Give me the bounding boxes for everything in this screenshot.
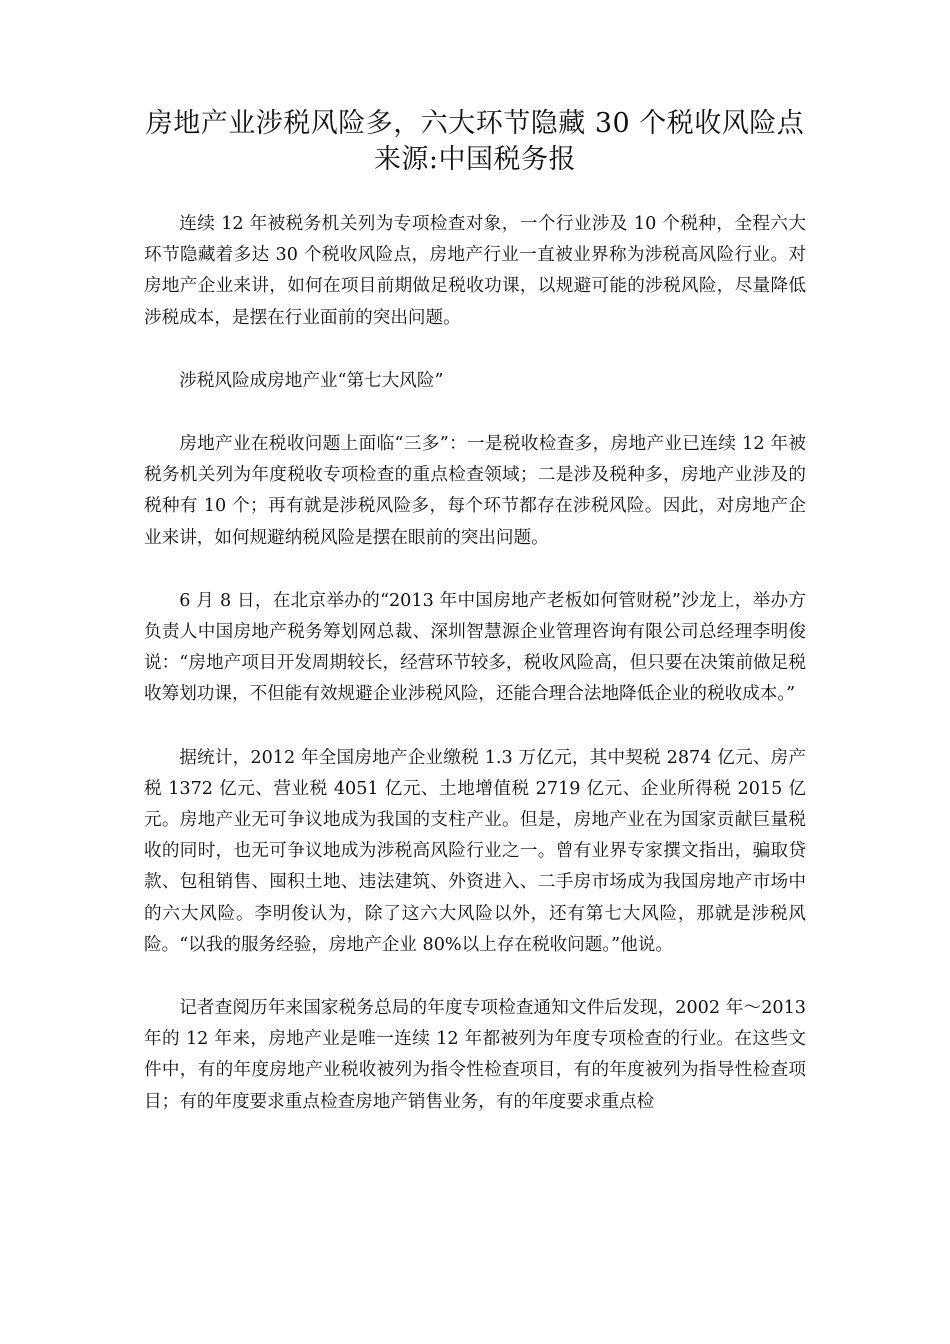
- document-title: 房地产业涉税风险多，六大环节隐藏 30 个税收风险点: [145, 108, 805, 139]
- paragraph-intro: 连续 12 年被税务机关列为专项检查对象，一个行业涉及 10 个税种，全程六大环节隐藏着多达 30 个税收风险点，房地产行业一直被业界称为涉税高风险行业。对房地产企业来讲，如何在项目前期做足税收功课，以规避可能的涉税风险，尽量降低涉税成本，是摆在行业面前的突出问题。: [144, 214, 806, 328]
- paragraph-inspection: 记者查阅历年来国家税务总局的年度专项检查通知文件后发现，2002 年～2013 年的 12 年来，房地产业是唯一连续 12 年都被列为年度专项检查的行业。在这些文件中，有的年度房地产业税收被列为指令性检查项目，有的年度被列为指导性检查项目；有的年度要求重点检查房地产销售业务，有的年度要求重点检: [144, 998, 806, 1112]
- document-source: 来源:中国税务报: [373, 144, 577, 175]
- paragraph-salon: 6 月 8 日，在北京举办的“2013 年中国房地产老板如何管财税”沙龙上，举办方负责人中国房地产税务筹划网总裁、深圳智慧源企业管理咨询有限公司总经理李明俊说：“房地产项目开发周期较长，经营环节较多，税收风险高，但只要在决策前做足税收筹划功课，不但能有效规避企业涉税风险，还能合理合法地降低企业的税收成本。”: [144, 590, 806, 705]
- paragraph-statistics: 据统计，2012 年全国房地产企业缴税 1.3 万亿元，其中契税 2874 亿元、房产税 1372 亿元、营业税 4051 亿元、土地增值税 2719 亿元、企业所得税 2015 亿元。房地产业无可争议地成为我国的支柱产业。但是，房地产业在为国家贡献巨量税收的同时，也无可争议地成为涉税高风险行业之一。曾有业界专家撰文指出，骗取贷款、包租销售、囤积土地、违法建筑、外资进入、二手房市场成为我国房地产市场中的六大风险。李明俊认为，除了这六大风险以外，还有第七大风险，那就是涉税风险。“以我的服务经验，房地产企业 80%以上存在税收问题。”他说。: [144, 747, 806, 955]
- section-heading: 涉税风险成房地产业“第七大风险”: [179, 370, 444, 391]
- document-body: [144, 209, 806, 1150]
- paragraph-three-many: 房地产业在税收问题上面临“三多”：一是税收检查多，房地产业已连续 12 年被税务机关列为年度税收专项检查的重点检查领域；二是涉及税种多，房地产业涉及的税种有 10 个；再有就是涉税风险多，每个环节都存在涉税风险。因此，对房地产企业来讲，如何规避纳税风险是摆在眼前的突出问题。: [144, 434, 806, 548]
